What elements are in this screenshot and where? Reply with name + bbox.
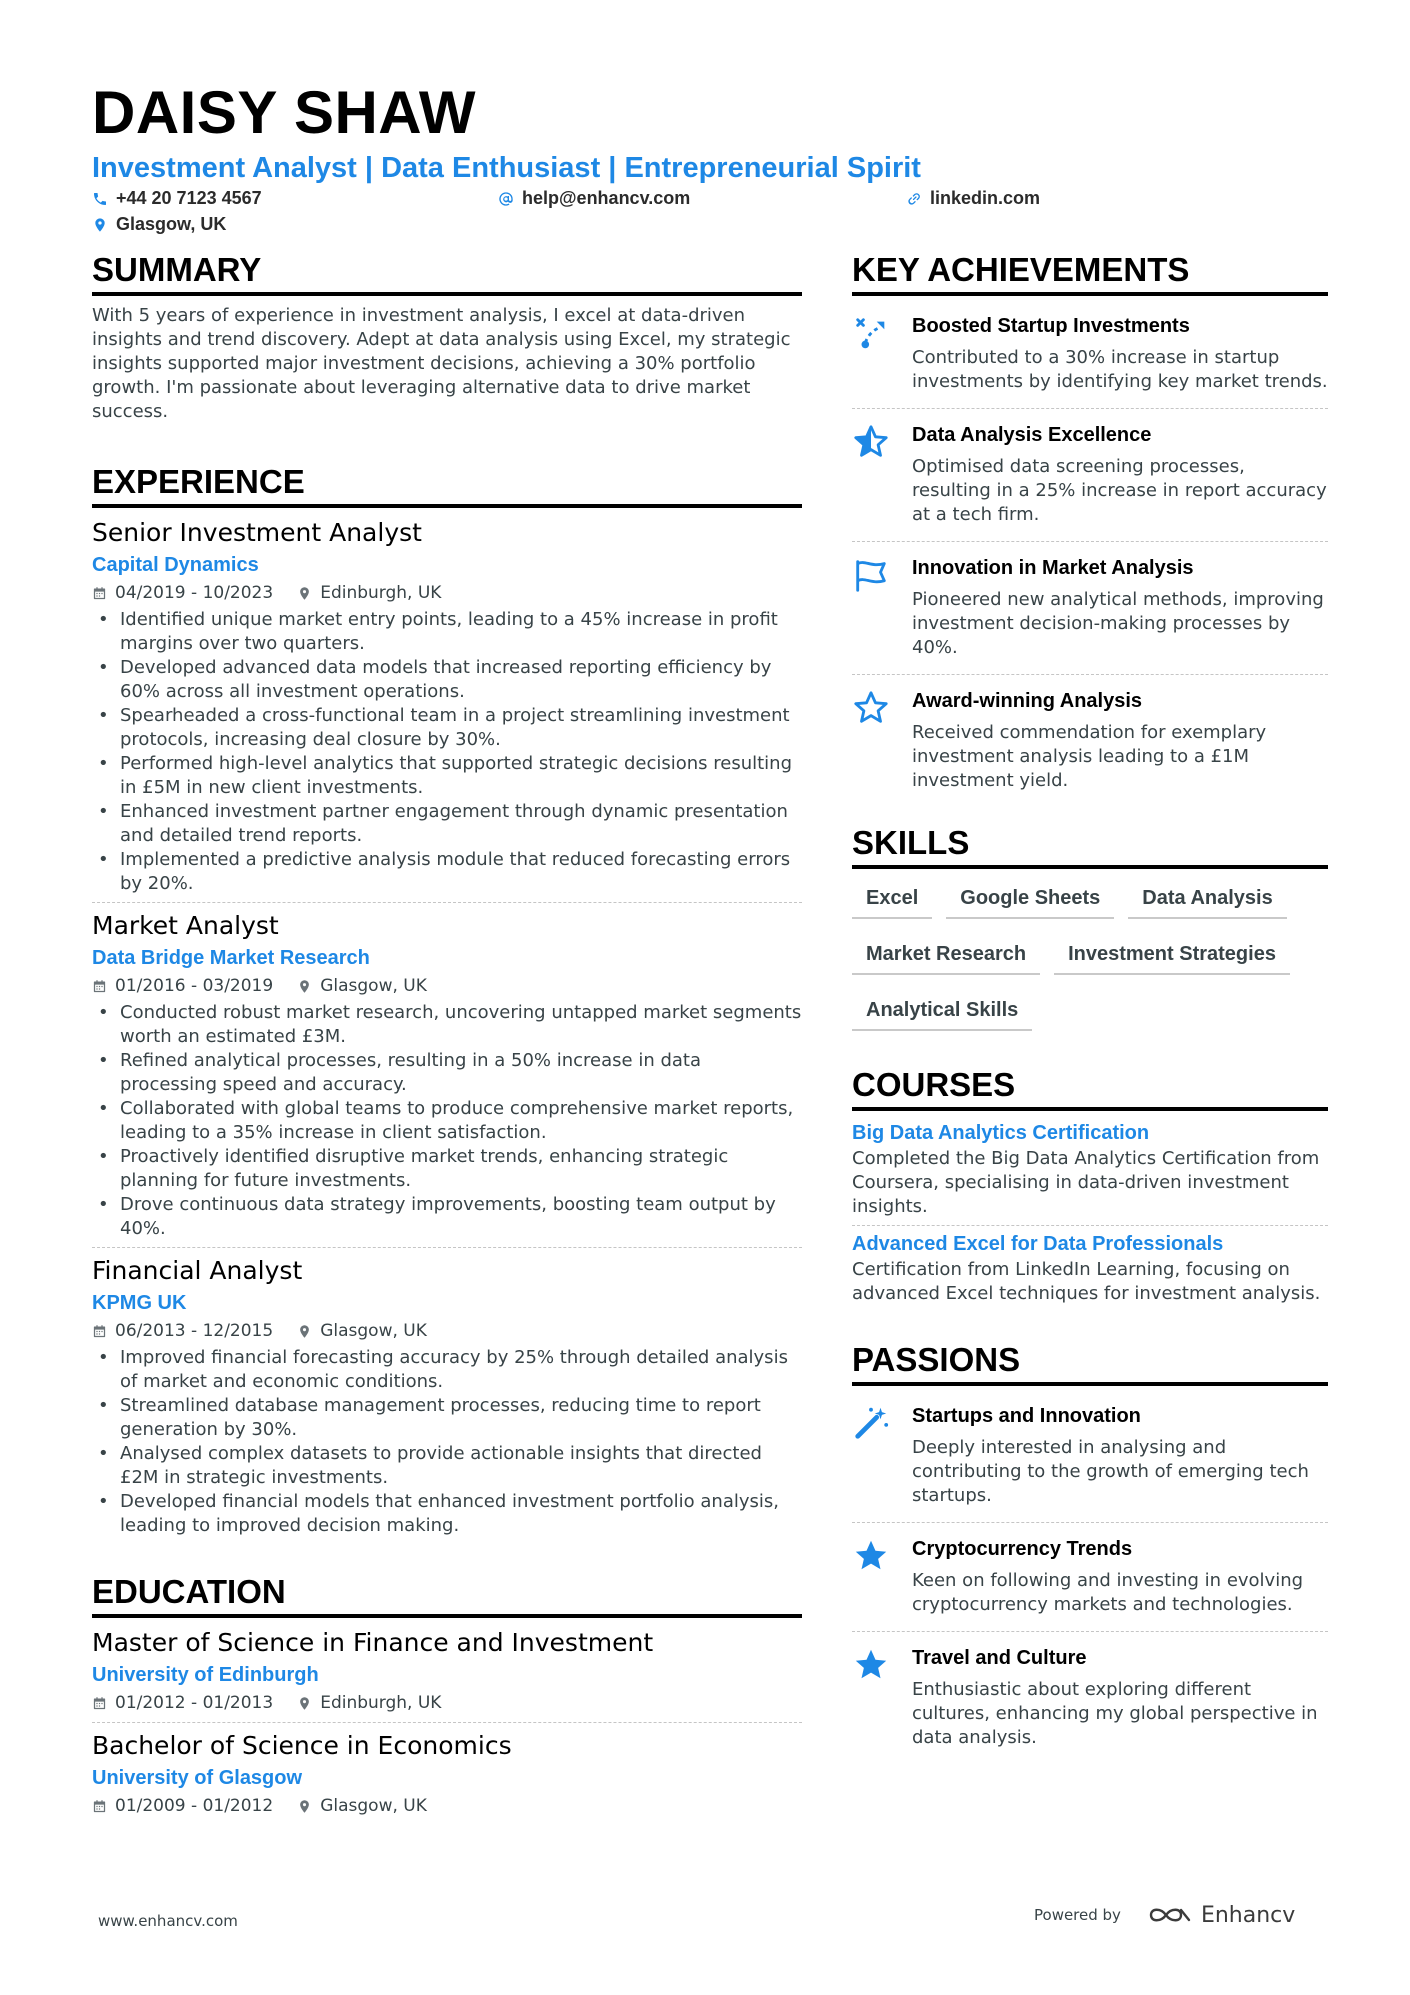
course-title: Advanced Excel for Data Professionals	[852, 1233, 1224, 1255]
star-filled-icon	[852, 1646, 890, 1684]
calendar-icon	[92, 1696, 107, 1711]
job-location	[297, 973, 427, 999]
footer-powered	[1034, 1902, 1295, 1928]
passion-icon-wrap	[852, 1535, 912, 1617]
phone-text: +44 20 7123 4567	[116, 188, 262, 208]
courses-title: COURSES	[852, 1065, 1328, 1111]
at-icon	[498, 191, 514, 207]
achievement-desc: Received commendation for exemplary investment analysis leading to a £1M investment yield.	[912, 722, 1267, 791]
skill-tag: Data Analysis	[1128, 877, 1286, 919]
school-name: University of Edinburgh	[92, 1664, 319, 1686]
passion-icon-wrap	[852, 1644, 912, 1750]
skill-tag: Market Research	[852, 933, 1040, 975]
powered-by-text: Powered by	[1034, 1906, 1121, 1924]
courses-section	[852, 1065, 1328, 1306]
education-dates: 01/2009 - 01/2012	[115, 1796, 274, 1816]
phone-icon	[92, 191, 108, 207]
job-dates: 04/2019 - 10/2023	[115, 583, 274, 603]
experience-title: EXPERIENCE	[92, 462, 802, 508]
achievement-item	[852, 304, 1328, 402]
achievement-item	[852, 413, 1328, 535]
resume-header	[92, 78, 1328, 240]
enhancv-logo-icon	[1147, 1902, 1193, 1928]
education-section	[92, 1572, 802, 1819]
education-meta	[92, 1690, 802, 1716]
job-bullet: • Conducted robust market research, uncovering untapped market segments worth an estimated £3M.	[92, 1001, 802, 1049]
left-column	[92, 250, 802, 1819]
job-bullet: • Identified unique market entry points, leading to a 45% increase in profit margins over two quarters.	[92, 608, 802, 656]
passion-desc: Deeply interested in analysing and contributing to the growth of emerging tech startups.	[912, 1437, 1309, 1506]
contact-email[interactable]	[498, 188, 690, 209]
link-icon	[906, 191, 922, 207]
calendar-icon	[92, 1799, 107, 1814]
divider	[852, 674, 1328, 675]
summary-title: SUMMARY	[92, 250, 802, 296]
candidate-name: DAISY SHAW	[92, 79, 476, 146]
course-desc: Certification from LinkedIn Learning, focusing on advanced Excel techniques for investment analysis.	[852, 1259, 1321, 1304]
job-bullet: • Developed financial models that enhanced investment portfolio analysis, leading to improved decision making.	[92, 1490, 802, 1538]
job-location	[297, 1318, 427, 1344]
achievements-title: KEY ACHIEVEMENTS	[852, 250, 1328, 296]
job-entry	[92, 1254, 802, 1538]
education-dates: 01/2012 - 01/2013	[115, 1693, 274, 1713]
education-location-text: Glasgow, UK	[320, 1796, 427, 1816]
job-bullet: • Analysed complex datasets to provide actionable insights that directed £2M in strategic investments.	[92, 1442, 802, 1490]
school-name: University of Glasgow	[92, 1767, 303, 1789]
course-desc: Completed the Big Data Analytics Certification from Coursera, specialising in data-driven investment insights.	[852, 1148, 1320, 1217]
divider	[852, 408, 1328, 409]
skill-tag: Investment Strategies	[1054, 933, 1290, 975]
job-company: Data Bridge Market Research	[92, 947, 370, 969]
star-outline-icon	[852, 689, 890, 727]
location-pin-icon	[297, 1799, 312, 1814]
location-text: Glasgow, UK	[116, 214, 227, 234]
job-meta	[92, 973, 802, 999]
experience-section	[92, 462, 802, 1538]
job-bullet: • Developed advanced data models that increased reporting efficiency by 60% across all investment operations.	[92, 656, 802, 704]
job-dates: 06/2013 - 12/2015	[115, 1321, 274, 1341]
achievement-desc: Contributed to a 30% increase in startup investments by identifying key market trends.	[912, 347, 1328, 392]
course-item	[852, 1230, 1328, 1306]
passion-title: Startups and Innovation	[912, 1405, 1141, 1427]
job-bullet: • Implemented a predictive analysis module that reduced forecasting errors by 20%.	[92, 848, 802, 896]
job-location	[297, 580, 441, 606]
skill-tag: Google Sheets	[946, 877, 1114, 919]
skills-section	[852, 823, 1328, 1045]
job-location-text: Glasgow, UK	[320, 976, 427, 996]
job-bullet: • Proactively identified disruptive market trends, enhancing strategic planning for future investments.	[92, 1145, 802, 1193]
enhancv-brand-text: Enhancv	[1200, 1902, 1296, 1928]
achievement-desc: Optimised data screening processes, resulting in a 25% increase in report accuracy at a tech firm.	[912, 456, 1327, 525]
star-filled-icon	[852, 1537, 890, 1575]
passion-title: Cryptocurrency Trends	[912, 1538, 1133, 1560]
job-meta	[92, 580, 802, 606]
job-bullet: • Refined analytical processes, resulting in a 50% increase in data processing speed and accuracy.	[92, 1049, 802, 1097]
achievement-icon-wrap	[852, 421, 912, 527]
divider	[852, 1631, 1328, 1632]
achievement-title: Innovation in Market Analysis	[912, 557, 1194, 579]
divider	[852, 541, 1328, 542]
summary-text: With 5 years of experience in investment analysis, I excel at data-driven insights and trend discovery. Adept at data analysis using Excel, my strategic insights supported major investment decisions, achieving a 30% portfolio growth. I'm passionate about leveraging alternative data to drive market success.	[92, 305, 791, 422]
degree-title: Master of Science in Finance and Investment	[92, 1628, 654, 1657]
contact-linkedin[interactable]	[906, 188, 1040, 209]
job-bullets	[92, 608, 802, 896]
passions-title: PASSIONS	[852, 1340, 1328, 1386]
job-bullet: • Spearheaded a cross-functional team in a project streamlining investment protocols, increasing deal closure by 30%.	[92, 704, 802, 752]
divider	[92, 902, 802, 903]
job-bullet: • Streamlined database management processes, reducing time to report generation by 30%.	[92, 1394, 802, 1442]
education-location	[297, 1690, 441, 1716]
candidate-subtitle: Investment Analyst | Data Enthusiast | Entrepreneurial Spirit	[92, 152, 921, 184]
skill-tag: Analytical Skills	[852, 989, 1032, 1031]
location-pin-icon	[297, 1696, 312, 1711]
achievement-icon-wrap	[852, 312, 912, 394]
job-bullet: • Collaborated with global teams to produce comprehensive market reports, leading to a 35% increase in client satisfaction.	[92, 1097, 802, 1145]
calendar-icon	[92, 1324, 107, 1339]
enhancv-logo[interactable]	[1147, 1902, 1295, 1928]
education-title: EDUCATION	[92, 1572, 802, 1618]
job-bullet: • Drove continuous data strategy improvements, boosting team output by 40%.	[92, 1193, 802, 1241]
job-location-text: Edinburgh, UK	[320, 583, 442, 603]
job-bullet: • Enhanced investment partner engagement through dynamic presentation and detailed trend reports.	[92, 800, 802, 848]
star-half-icon	[852, 423, 890, 461]
job-role: Financial Analyst	[92, 1256, 303, 1285]
location-pin-icon	[297, 1324, 312, 1339]
education-entry	[92, 1729, 802, 1819]
education-location	[297, 1793, 427, 1819]
achievement-title: Data Analysis Excellence	[912, 424, 1152, 446]
achievement-desc: Pioneered new analytical methods, improving investment decision-making processes by 40%.	[912, 589, 1324, 658]
skills-title: SKILLS	[852, 823, 1328, 869]
location-pin-icon	[92, 217, 108, 233]
achievement-title: Award-winning Analysis	[912, 690, 1143, 712]
education-entry	[92, 1626, 802, 1716]
passion-item	[852, 1636, 1328, 1758]
location-pin-icon	[297, 979, 312, 994]
job-meta	[92, 1318, 802, 1344]
achievement-icon-wrap	[852, 687, 912, 793]
rocket-path-icon	[852, 314, 890, 352]
right-column	[852, 250, 1328, 1758]
education-location-text: Edinburgh, UK	[320, 1693, 442, 1713]
divider	[92, 1722, 802, 1723]
course-item	[852, 1119, 1328, 1219]
job-dates: 01/2016 - 03/2019	[115, 976, 274, 996]
contact-info	[92, 188, 1328, 240]
location-pin-icon	[297, 586, 312, 601]
course-title: Big Data Analytics Certification	[852, 1122, 1150, 1144]
achievement-item	[852, 546, 1328, 668]
job-bullets	[92, 1346, 802, 1538]
divider	[92, 1247, 802, 1248]
job-location-text: Glasgow, UK	[320, 1321, 427, 1341]
divider	[852, 1522, 1328, 1523]
achievement-item	[852, 679, 1328, 801]
passions-section	[852, 1340, 1328, 1758]
education-meta	[92, 1793, 802, 1819]
email-text: help@enhancv.com	[522, 188, 691, 208]
flag-icon	[852, 556, 890, 594]
passion-title: Travel and Culture	[912, 1647, 1087, 1669]
job-bullets	[92, 1001, 802, 1241]
footer-website[interactable]: www.enhancv.com	[98, 1912, 238, 1930]
job-role: Market Analyst	[92, 911, 279, 940]
job-bullet: • Improved financial forecasting accuracy by 25% through detailed analysis of market and economic conditions.	[92, 1346, 802, 1394]
achievements-section	[852, 250, 1328, 801]
summary-section	[92, 250, 802, 424]
job-company: KPMG UK	[92, 1292, 187, 1314]
job-company: Capital Dynamics	[92, 554, 259, 576]
contact-phone[interactable]	[92, 188, 262, 209]
linkedin-text: linkedin.com	[930, 188, 1041, 208]
achievement-title: Boosted Startup Investments	[912, 315, 1190, 337]
job-entry	[92, 516, 802, 896]
calendar-icon	[92, 586, 107, 601]
contact-location	[92, 214, 226, 235]
passion-item	[852, 1527, 1328, 1625]
passion-desc: Enthusiastic about exploring different cultures, enhancing my global perspective in data analysis.	[912, 1679, 1318, 1748]
achievement-icon-wrap	[852, 554, 912, 660]
passion-item	[852, 1394, 1328, 1516]
degree-title: Bachelor of Science in Economics	[92, 1731, 512, 1760]
job-role: Senior Investment Analyst	[92, 518, 422, 547]
magic-wand-icon	[852, 1404, 890, 1442]
skills-list	[852, 877, 1328, 1045]
calendar-icon	[92, 979, 107, 994]
divider	[852, 1225, 1328, 1226]
passion-icon-wrap	[852, 1402, 912, 1508]
skill-tag: Excel	[852, 877, 932, 919]
job-bullet: • Performed high-level analytics that supported strategic decisions resulting in £5M in new client investments.	[92, 752, 802, 800]
passion-desc: Keen on following and investing in evolving cryptocurrency markets and technologies.	[912, 1570, 1304, 1615]
job-entry	[92, 909, 802, 1241]
